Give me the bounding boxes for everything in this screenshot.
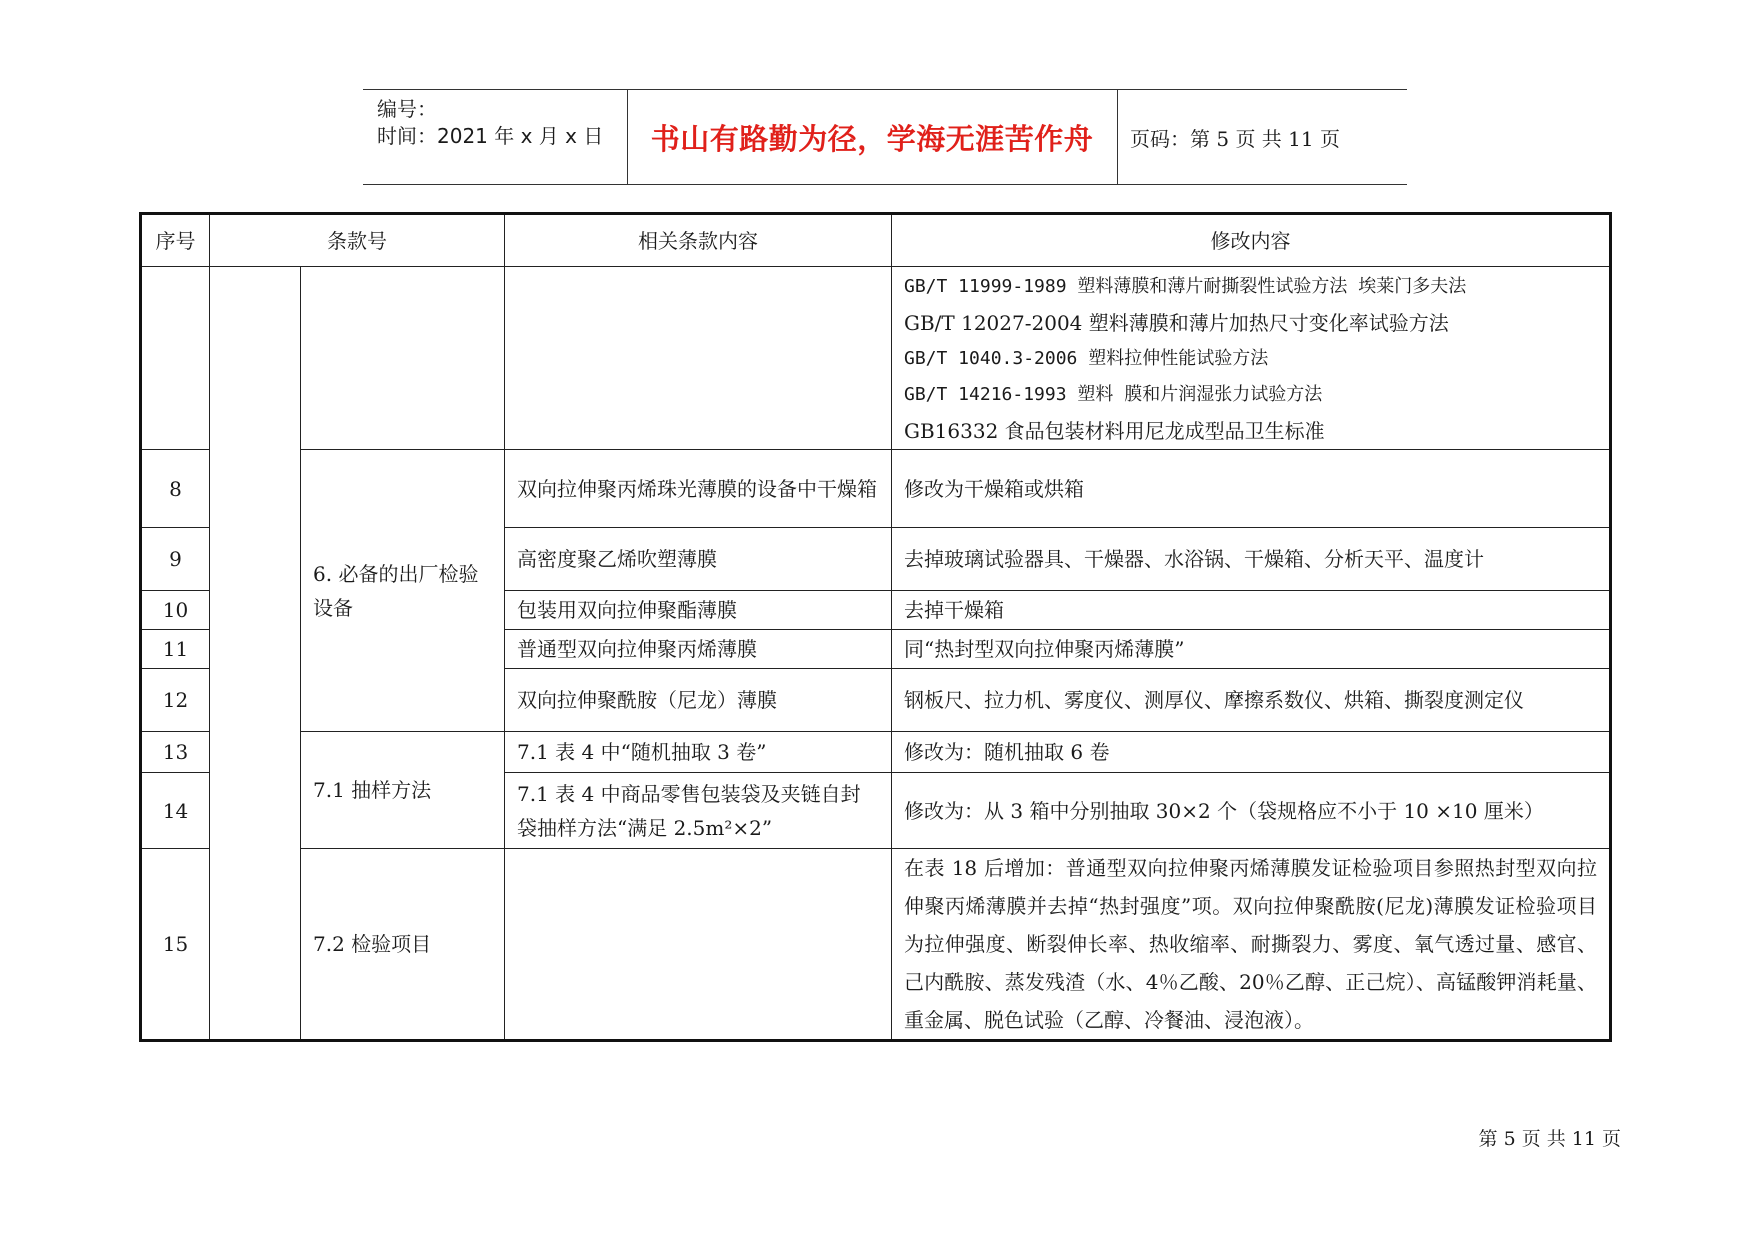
header-motto: 书山有路勤为径，学海无涯苦作舟 — [650, 121, 1094, 156]
cell-no: 13 — [141, 732, 210, 773]
document-number-label: 编号： — [377, 97, 437, 121]
standard-line: GB/T 14216-1993 塑料 膜和片润湿张力试验方法 — [904, 384, 1323, 405]
cell-content: 7.1 表 4 中商品零售包装袋及夹链自封袋抽样方法“满足 2.5m²×2” — [505, 773, 892, 849]
cell-content: 双向拉伸聚酰胺（尼龙）薄膜 — [505, 669, 892, 732]
table-row — [141, 849, 1611, 1041]
header-clause: 条款号 — [210, 214, 505, 267]
cell-standards-list — [892, 267, 1611, 450]
cell-content: 高密度聚乙烯吹塑薄膜 — [505, 528, 892, 591]
cell-no: 12 — [141, 669, 210, 732]
cell-no: 9 — [141, 528, 210, 591]
cell-content: 普通型双向拉伸聚丙烯薄膜 — [505, 630, 892, 669]
cell-clause — [301, 267, 505, 450]
table-header-row — [141, 214, 1611, 267]
cell-no — [141, 267, 210, 450]
cell-change: 同“热封型双向拉伸聚丙烯薄膜” — [892, 630, 1611, 669]
cell-clause-72: 7.2 检验项目 — [301, 849, 505, 1041]
document-time-label: 时间：2021 年 x 月 x 日 — [377, 124, 604, 148]
cell-change: 在表 18 后增加：普通型双向拉伸聚丙烯薄膜发证检验项目参照热封型双向拉伸聚丙烯薄膜并去掉“热封强度”项。双向拉伸聚酰胺(尼龙)薄膜发证检验项目为拉伸强度、断裂伸长率、热收缩率、耐撕裂力、雾度、氧气透过量、感官、己内酰胺、蒸发残渣（水、4％乙酸、20％乙醇、正己烷）、高锰酸钾消耗量、重金属、脱色试验（乙醇、冷餐油、浸泡液）。 — [892, 849, 1611, 1041]
cell-no: 14 — [141, 773, 210, 849]
cell-no: 15 — [141, 849, 210, 1041]
cell-clause-6: 6. 必备的出厂检验设备 — [301, 450, 505, 732]
cell-content — [505, 849, 892, 1041]
cell-change: 修改为：随机抽取 6 卷 — [892, 732, 1611, 773]
document-header — [363, 89, 1407, 185]
cell-no: 10 — [141, 591, 210, 630]
cell-content: 包装用双向拉伸聚酯薄膜 — [505, 591, 892, 630]
cell-change: 去掉干燥箱 — [892, 591, 1611, 630]
cell-section-spacer — [210, 267, 301, 1041]
cell-change: 钢板尺、拉力机、雾度仪、测厚仪、摩擦系数仪、烘箱、撕裂度测定仪 — [892, 669, 1611, 732]
header-modification: 修改内容 — [892, 214, 1611, 267]
revision-table — [139, 212, 1612, 1042]
cell-content: 7.1 表 4 中“随机抽取 3 卷” — [505, 732, 892, 773]
header-meta — [363, 90, 628, 184]
standard-line: GB16332 食品包装材料用尼龙成型品卫生标准 — [904, 419, 1325, 443]
cell-change: 修改为：从 3 箱中分别抽取 30×2 个（袋规格应不小于 10 ×10 厘米） — [892, 773, 1611, 849]
standard-line: GB/T 12027-2004 塑料薄膜和薄片加热尺寸变化率试验方法 — [904, 311, 1449, 335]
cell-no: 11 — [141, 630, 210, 669]
header-no: 序号 — [141, 214, 210, 267]
revision-table-wrap — [139, 212, 1609, 1042]
cell-change: 去掉玻璃试验器具、干燥器、水浴锅、干燥箱、分析天平、温度计 — [892, 528, 1611, 591]
standard-line: GB/T 11999-1989 塑料薄膜和薄片耐撕裂性试验方法 埃莱门多夫法 — [904, 276, 1467, 297]
table-row — [141, 450, 1611, 528]
cell-content: 双向拉伸聚丙烯珠光薄膜的设备中干燥箱 — [505, 450, 892, 528]
header-related-content: 相关条款内容 — [505, 214, 892, 267]
table-row — [141, 732, 1611, 773]
standard-line: GB/T 1040.3-2006 塑料拉伸性能试验方法 — [904, 348, 1269, 369]
page-footer: 第 5 页 共 11 页 — [1478, 1128, 1621, 1150]
cell-no: 8 — [141, 450, 210, 528]
header-page-label: 页码：第 5 页 共 11 页 — [1130, 126, 1340, 151]
cell-content — [505, 267, 892, 450]
cell-clause-71: 7.1 抽样方法 — [301, 732, 505, 849]
table-row — [141, 267, 1611, 450]
cell-change: 修改为干燥箱或烘箱 — [892, 450, 1611, 528]
header-motto-cell — [627, 90, 1118, 184]
